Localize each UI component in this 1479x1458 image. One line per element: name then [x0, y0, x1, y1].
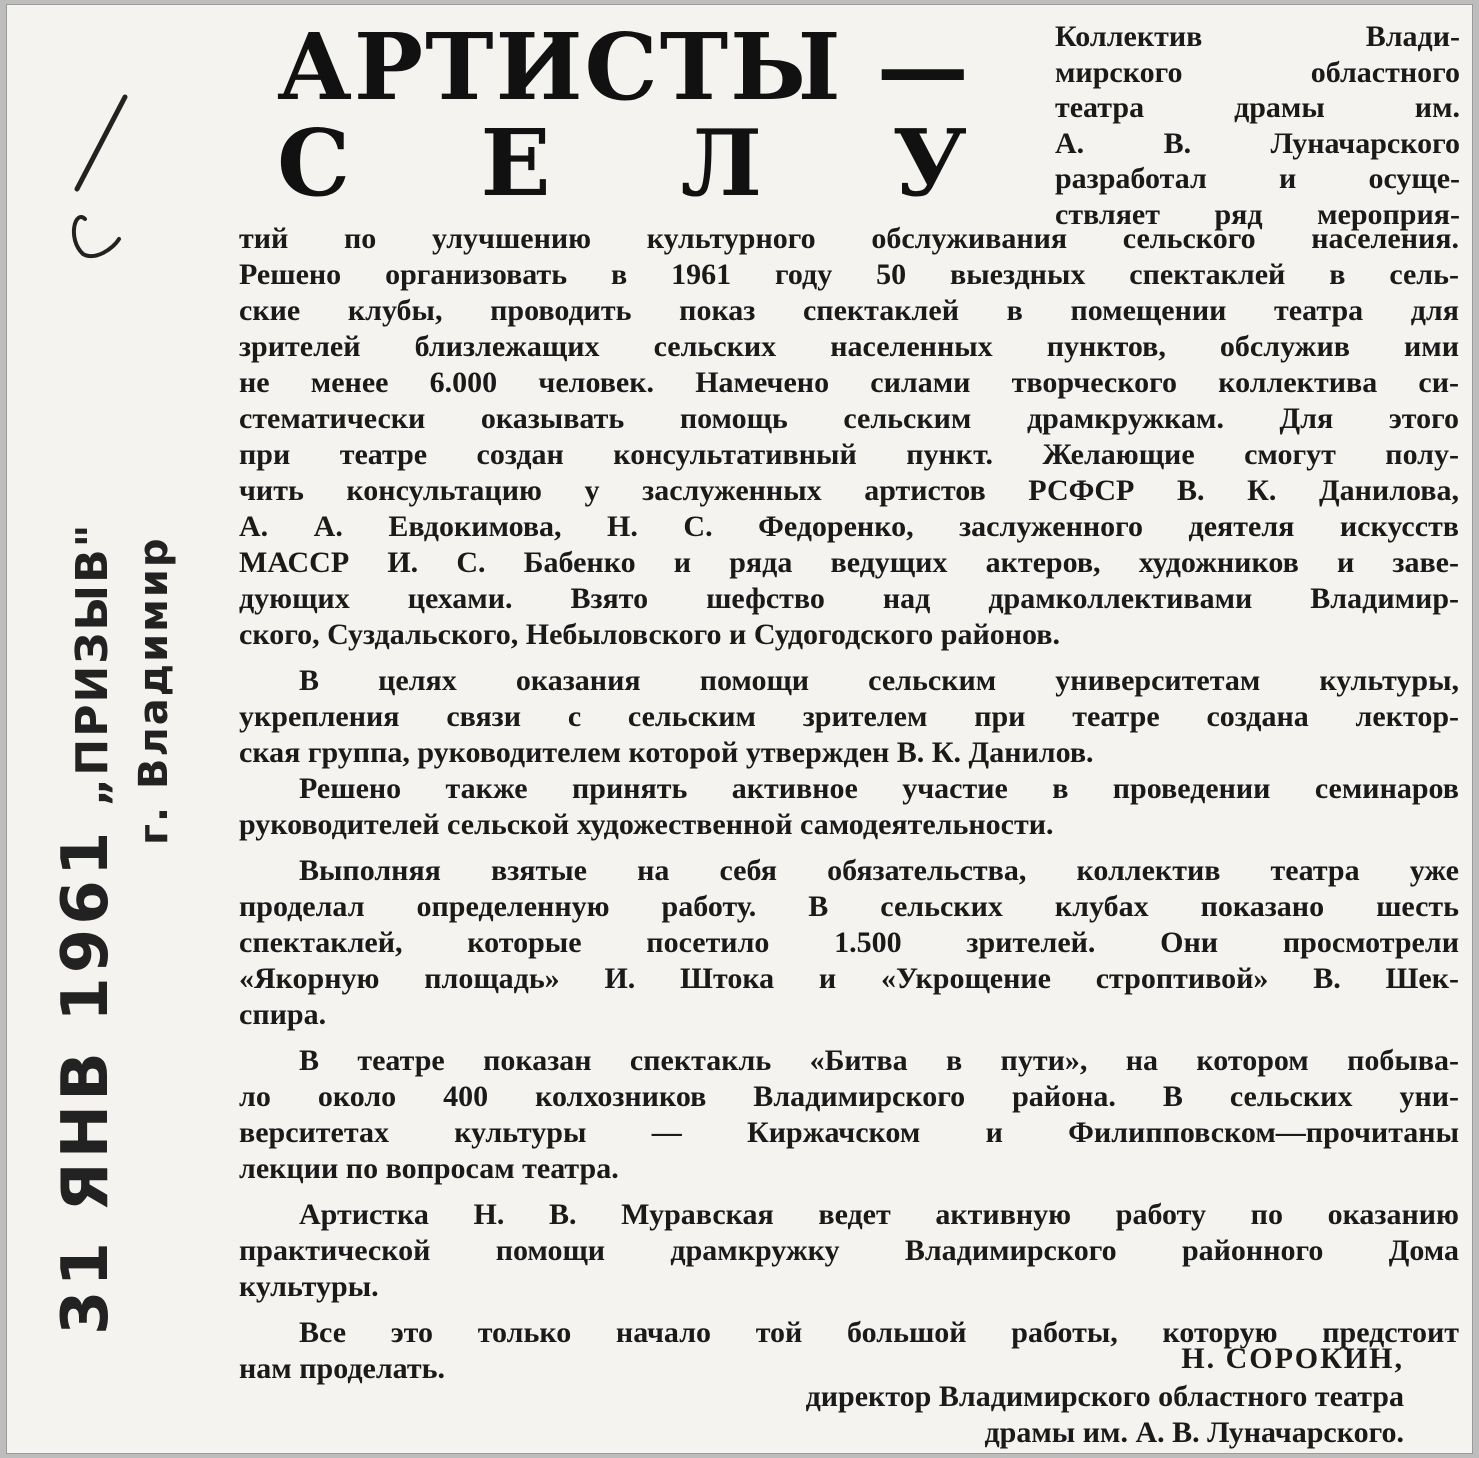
body-line: Решено также принять активное участие в проведении семинаров: [299, 772, 1459, 805]
body-line: МАССР И. С. Бабенко и ряда ведущих актеров, художников и заве-: [239, 546, 1459, 579]
paragraph-gap: [239, 653, 1459, 663]
headline-line-1: АРТИСТЫ —: [277, 13, 971, 121]
body-line: спира.: [239, 998, 327, 1031]
body-line: руководителей сельской художественной самодеятельности.: [239, 808, 1054, 841]
paragraph-gap: [239, 1033, 1459, 1043]
author-title: директор Владимирского областного театра: [805, 1380, 1404, 1413]
lead-line: ствляет ряд мероприя-: [1055, 197, 1460, 231]
body-line: практической помощи драмкружку Владимирского районного Дома: [239, 1234, 1459, 1267]
author-title: драмы им. А. В. Луначарского.: [984, 1416, 1404, 1449]
paragraph-gap: [239, 843, 1459, 853]
stamp-city: г. Владимир: [131, 536, 177, 845]
body-line: Решено организовать в 1961 году 50 выездных спектаклей в сель-: [239, 258, 1459, 291]
body-line: при театре создан консультативный пункт. Желающие смогут полу-: [239, 438, 1459, 471]
author-name: Н. СОРОКИН,: [1181, 1342, 1404, 1375]
body-line: стематически оказывать помощь сельским драмкружкам. Для этого: [239, 402, 1459, 435]
body-line: лекции по вопросам театра.: [239, 1152, 619, 1185]
body-line: зрителей близлежащих сельских населенных пунктов, обслужив ими: [239, 330, 1459, 363]
body-line: нам проделать.: [239, 1352, 445, 1385]
body-line: ло около 400 колхозников Владимирского района. В сельских уни-: [239, 1080, 1459, 1113]
lead-line: мирского областного: [1055, 55, 1460, 89]
date-stamp: [49, 522, 123, 1335]
body-line: не менее 6.000 человек. Намечено силами творческого коллектива си-: [239, 366, 1459, 399]
pen-mark: [55, 89, 135, 269]
signature: [806, 1341, 1404, 1451]
lead-line: Коллектив Влади-: [1055, 20, 1460, 53]
body-line: проделал определенную работу. В сельских клубах показано шесть: [239, 890, 1459, 923]
body-line: укрепления связи с сельским зрителем при театре создана лектор-: [239, 700, 1459, 733]
body-line: верситетах культуры — Киржачском и Филипповском—прочитаны: [239, 1116, 1459, 1149]
headline-letter: Л: [680, 109, 763, 217]
headline-letter: С: [277, 109, 351, 217]
body-line: спектаклей, которые посетило 1.500 зрителей. Они просмотрели: [239, 926, 1459, 959]
body-line: Выполняя взятые на себя обязательства, коллектив театра уже: [299, 854, 1459, 887]
headline-letter: Е: [480, 109, 551, 217]
lead-paragraph: [1055, 19, 1460, 232]
stamp-date: 31 ЯНВ 1961: [49, 827, 123, 1335]
body-line: Артистка Н. В. Муравская ведет активную работу по оказанию: [299, 1198, 1459, 1231]
body-line: дующих цехами. Взято шефство над драмколлективами Владимир-: [239, 582, 1459, 615]
lead-line: А. В. Луначарского: [1055, 126, 1460, 160]
stamp-newspaper: „ПРИЗЫВ": [67, 522, 118, 807]
body-line: «Якорную площадь» И. Штока и «Укрощение строптивой» В. Шек-: [239, 962, 1459, 995]
body-line: тий по улучшению культурного обслуживания сельского населения.: [239, 222, 1459, 255]
lead-line: разработал и осуще-: [1055, 162, 1460, 195]
body-line: А. А. Евдокимова, Н. С. Федоренко, заслуженного деятеля искусств: [239, 510, 1459, 543]
body-line: Все это только начало той большой работы, которую предстоит: [299, 1316, 1459, 1349]
paragraph-gap: [239, 1187, 1459, 1197]
body-line: культуры.: [239, 1270, 379, 1303]
paragraph-gap: [239, 1305, 1459, 1315]
body-line: В целях оказания помощи сельским университетам культуры,: [299, 664, 1459, 697]
body-line: В театре показан спектакль «Битва в пути», на котором побыва-: [299, 1044, 1459, 1077]
headline-letter: У: [892, 109, 967, 217]
headline-line-2: [277, 109, 967, 217]
body-line: ского, Суздальского, Небыловского и Судогодского районов.: [239, 618, 1061, 651]
lead-line: театра драмы им.: [1055, 91, 1460, 124]
body-line: чить консультацию у заслуженных артистов РСФСР В. К. Данилова,: [239, 474, 1459, 507]
body-line: ская группа, руководителем которой утвержден В. К. Данилов.: [239, 736, 1094, 769]
newspaper-clipping: [6, 4, 1473, 1454]
body-line: ские клубы, проводить показ спектаклей в помещении театра для: [239, 294, 1459, 327]
article-body: [239, 221, 1459, 1387]
